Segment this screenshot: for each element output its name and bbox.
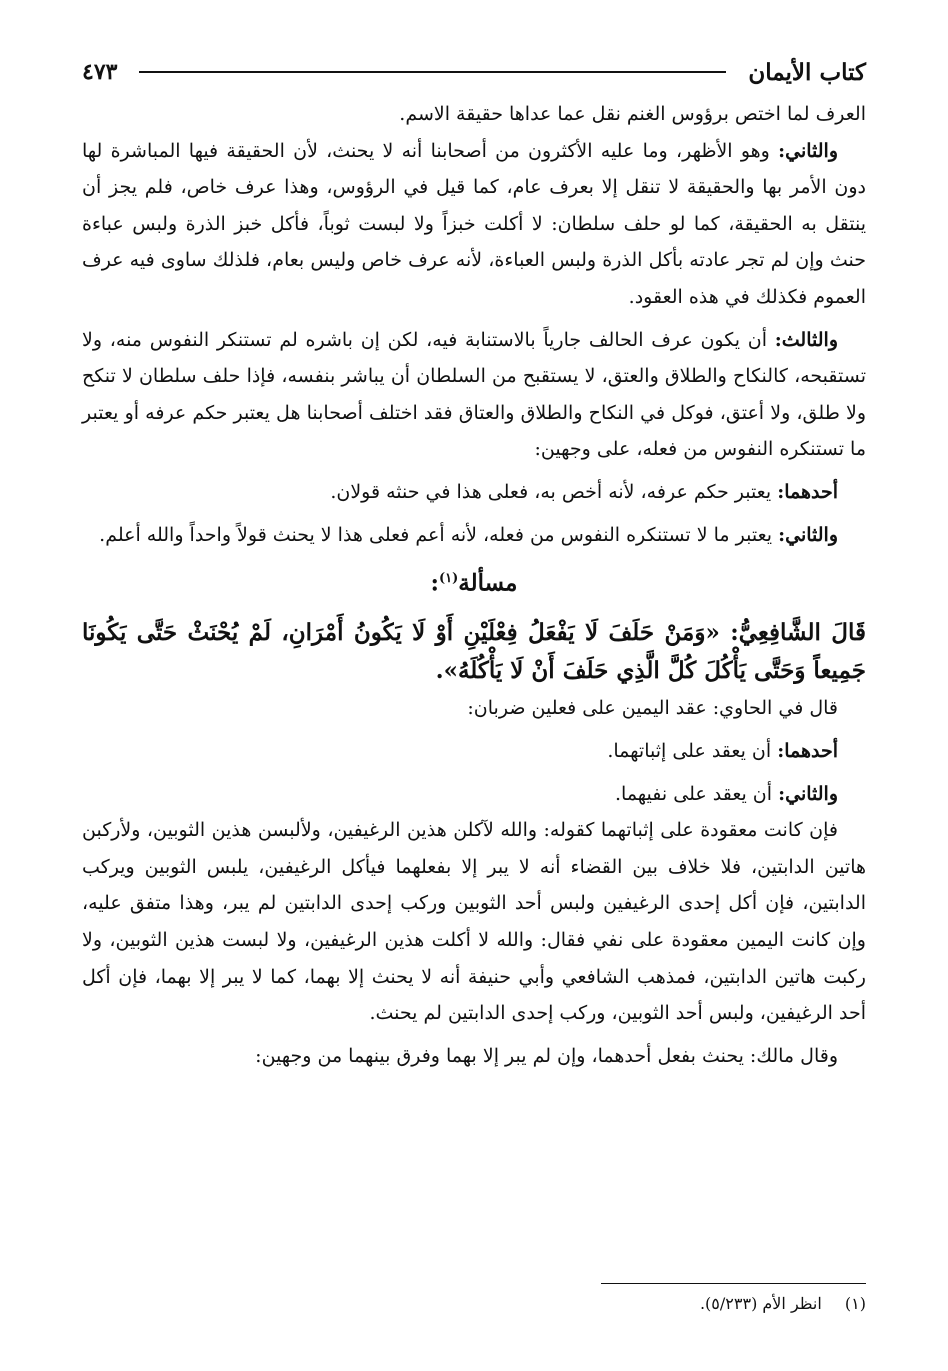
footnote-number: (١) <box>844 1294 866 1313</box>
header-rule <box>139 71 726 73</box>
paragraph-lead: أحدهما: <box>777 739 838 762</box>
paragraph-third <box>82 322 866 468</box>
paragraph-hawi: قال في الحاوي: عقد اليمين على فعلين ضربان: <box>467 697 838 720</box>
shafii-quote <box>82 614 866 690</box>
paragraph-text: يعتبر حكم عرفه، لأنه أخص به، فعلى هذا في حنثه قولان. <box>330 480 778 503</box>
section-title-colon: : <box>430 569 439 597</box>
paragraph-lead: أحدهما: <box>777 480 838 503</box>
paragraph-lead: والثالث: <box>774 328 838 351</box>
page-body <box>82 96 866 1074</box>
paragraph-second-view <box>82 517 866 554</box>
footnote-ref: (١) <box>439 571 459 587</box>
paragraph-lead: والثاني: <box>778 523 838 546</box>
paragraph-text: أن يكون عرف الحالف جارياً بالاستنابة فيه، لكن إن باشره لم تستنكر النفوس منه، ولا تستقبحه، كالنكاح والطلاق والعتق، لا يستقبح من السلطان أن يباشر بنفسه، فإذا حلف سلطان لا تنكح ولا طلق، ولا أعتق، فوكل في النكاح والطلاق والعتاق فقد اختلف أصحابنا هل يعتبر حكم عرفه أو يعتبر ما تستنكره النفوس من فعله، على وجهين: <box>82 328 866 461</box>
paragraph-malik: وقال مالك: يحنث بفعل أحدهما، وإن لم يبر إلا بهما وفرق بينهما من وجهين: <box>255 1044 838 1067</box>
paragraph-first-type <box>82 733 866 770</box>
footnote-text: انظر الأم (٥/٢٣٣). <box>699 1294 822 1313</box>
footnote-rule <box>601 1283 866 1284</box>
footnote <box>82 1294 866 1313</box>
paragraph-second <box>82 133 866 316</box>
quote-lead: قَالَ الشَّافِعِيُّ: <box>730 619 866 647</box>
paragraph-first-view <box>82 474 866 511</box>
paragraph-text: وهو الأظهر، وما عليه الأكثرون من أصحابنا أنه لا يحنث، لأن الحقيقة فيها المباشرة لها دون الأمر بها والحقيقة لا تنقل إلا بعرف عام، كما قيل في الرؤوس، وهذا عرف خاص، فلم يجز أن ينتقل به الحقيقة، كما لو حلف سلطان: لا أكلت خبزاً ولا لبست ثوباً، فأكل خبز الذرة ولبس عباءة حنث وإن لم تجر عادته بأكل الذرة ولبس العباءة، لأنه عرف خاص وليس بعام، فلذلك ساوى فيه عرف العموم فكذلك في هذه العقود. <box>82 139 866 308</box>
paragraph-text: يعتبر ما لا تستنكره النفوس من فعله، لأنه أعم فعلى هذا لا يحنث قولاً واحداً والله أعلم. <box>99 523 779 546</box>
section-title-text: مسألة <box>458 569 518 597</box>
paragraph-ruling: فإن كانت معقودة على إثباتهما كقوله: والله لآكلن هذين الرغيفين، ولألبسن هذين الثوبين، ولأركبن هاتين الدابتين، فلا خلاف بين القضاء أنه لا يبر إلا بفعلهما فيأكل الرغيفين، يلبس الثوبين ويركب الدابتين، فإن أكل إحدى الرغيفين ولبس أحد الثوبين وركب إحدى الدابتين لم يبر، وهذا متفق عليه، وإن كانت اليمين معقودة على نفي فقال: والله لا أكلت هذين الرغيفين، ولا لبست هذين الثوبين، ولا ركبت هاتين الدابتين، فمذهب الشافعي وأبي حنيفة أنه لا يحنث إلا بهما، كما لا يبر إلا بهما، فإن أكل أحد الرغيفين، ولبس أحد الثوبين، وركب إحدى الدابتين لم يحنث. <box>82 819 866 1025</box>
quote-text: «وَمَنْ حَلَفَ لَا يَفْعَلُ فِعْلَيْنِ أَوْ لَا يَكُونُ أَمْرَانِ، لَمْ يُحْنَثْ حَتَّى يَكُونَا جَمِيعاً وَحَتَّى يَأْكُلَ كُلَّ الَّذِي حَلَفَ أَنْ لَا يَأْكُلَهُ». <box>82 619 866 685</box>
paragraph-text: أن يعقد على نفيهما. <box>614 782 779 805</box>
paragraph-second-type <box>82 776 866 813</box>
section-title <box>82 561 866 602</box>
book-title: كتاب الأيمان <box>748 58 866 86</box>
paragraph-lead: والثاني: <box>778 782 838 805</box>
paragraph-text: أن يعقد على إثباتهما. <box>607 739 778 762</box>
page-number: ٤٧٣ <box>82 59 118 85</box>
page-header <box>82 50 866 94</box>
paragraph-lead: والثاني: <box>778 139 838 162</box>
paragraph-continuation: العرف لما اختص برؤوس الغنم نقل عما عداها حقيقة الاسم. <box>399 103 866 125</box>
